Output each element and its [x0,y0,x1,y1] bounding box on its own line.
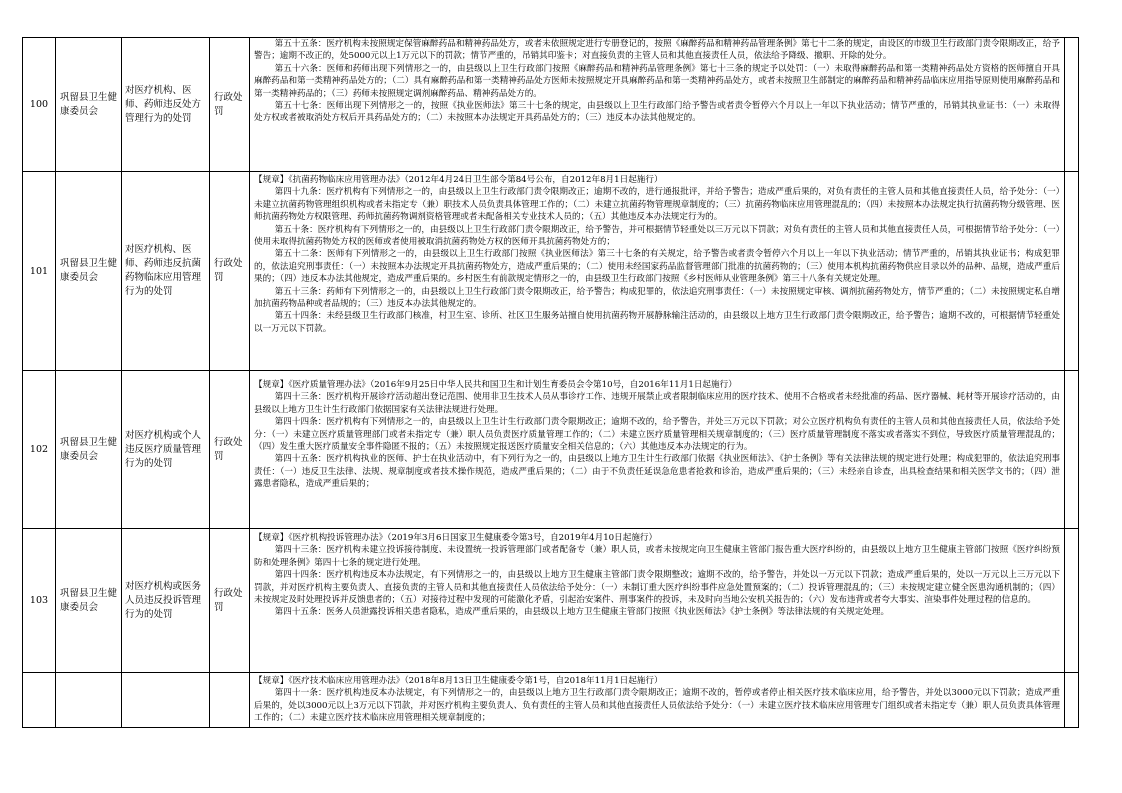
legal-basis [250,172,1065,371]
basis-paragraph: 第五十条：医疗机构有下列情形之一的，由县级以上卫生行政部门责令限期改正，给予警告，并可根据情节轻重处以三万元以下罚款；对负有责任的主管人员和其他直接责任人员，可根据情节给予处分：（一）使用未取得抗菌药物处方权的医师或者使用被取消抗菌药物处方权的医师开具抗菌药物处方的； [254,224,1060,248]
regulation-title: 【规章】《医疗技术临床应用管理办法》（2018年8月13日卫生健康委令第1号，自2018年11月1日起施行） [254,676,663,686]
penalty-item: 对医疗机构、医师、药师违反处方管理行为的处罚 [122,38,210,172]
blank-cell [1065,38,1079,172]
legal-basis [250,673,1065,728]
regulation-title: 【规章】《抗菌药物临床应用管理办法》（2012年4月24日卫生部令第84号公布，自2012年8月1日起施行） [254,175,663,185]
basis-paragraph: 第四十五条：医务人员泄露投诉相关患者隐私，造成严重后果的，由县级以上地方卫生健康主管部门按照《执业医师法》《护士条例》等法律法规的有关规定处理。 [274,607,890,618]
authority-name: 巩留县卫生健康委员会 [56,172,122,371]
blank-cell [1065,371,1079,529]
penalty-type [210,673,250,728]
regulation-title: 【规章】《医疗质量管理办法》（2016年9月25日中华人民共和国卫生和计划生育委员会令第10号，自2016年11月1日起施行） [254,380,737,390]
basis-paragraph: 第四十四条：医疗机构违反本办法规定，有下列情形之一的，由县级以上地方卫生健康主管部门责令限期整改；逾期不改的，给予警告，并处以一万元以下罚款；造成严重后果的，处以一万元以上三万元以下罚款，并对医疗机构主要负责人、直接负责的主管人员和其他直接责任人员依法给予处分：（一）未制订重大医疗纠纷事件应急处置预案的；（二）投诉管理混乱的；（三）未按规定建立健全医患沟通机制的；（四）未按规定及时处理投诉并反馈患者的；（五）对接待过程中发现的可能激化矛盾，引起治安案件、刑事案件的投诉，未及时向当地公安机关报告的；（六）发布违背或者夸大事实、渲染事件处理过程的信息的。 [254,570,1060,606]
authority-name: 巩留县卫生健康委员会 [56,38,122,172]
penalty-table [22,37,1078,728]
authority-name: 巩留县卫生健康委员会 [56,529,122,673]
penalty-item [122,673,210,728]
blank-cell [1065,529,1079,673]
table-row [23,38,1079,172]
basis-paragraph: 第五十二条：医师有下列情形之一的，由县级以上卫生行政部门按照《执业医师法》第三十七条的有关规定，给予警告或者责令暂停六个月以上一年以下执业活动；情节严重的，吊销其执业证书；构成犯罪的，依法追究刑事责任：（一）未按照本办法规定开具抗菌药物处方，造成严重后果的；（二）使用未经国家药品监督管理部门批准的抗菌药物的；（三）使用本机构抗菌药物供应目录以外的品种、品规，造成严重后果的；（四）违反本办法其他规定，造成严重后果的。乡村医生有前款规定情形之一的，由县级卫生行政部门按照《乡村医师从业管理条例》第三十八条有关规定处理。 [254,249,1060,285]
penalty-item: 对医疗机构或医务人员违反投诉管理行为的处罚 [122,529,210,673]
row-number: 100 [23,38,56,172]
basis-paragraph: 第四十四条：医疗机构有下列情形之一的，由县级以上卫生计生行政部门责令限期改正；逾期不改的，给予警告，并处三万元以下罚款；对公立医疗机构负有责任的主管人员和其他直接责任人员，依法给予处分：（一）未建立医疗质量管理部门或者未指定专（兼）职人员负责医疗质量管理工作的；（二）未建立医疗质量管理相关规章制度的；（三）医疗质量管理制度不落实或者落实不到位，导致医疗质量管理混乱的；（四）发生重大医疗质量安全事件隐匿不报的；（五）未按照规定报送医疗质量安全相关信息的；（六）其他违反本办法规定的行为。 [254,417,1060,453]
basis-paragraph: 第四十一条：医疗机构违反本办法规定，有下列情形之一的，由县级以上地方卫生行政部门责令限期改正；逾期不改的，暂停或者停止相关医疗技术临床应用，给予警告，并处以3000元以下罚款；造成严重后果的，处以3000元以上3万元以下罚款，并对医疗机构主要负责人、负有责任的主管人员和其他直接责任人员依法给予处分：（一）未建立医疗技术临床应用管理专门组织或者未指定专（兼）职人员负责具体管理工作的；（二）未建立医疗技术临床应用管理相关规章制度的； [254,688,1060,724]
penalty-item: 对医疗机构、医师、药师违反抗菌药物临床应用管理行为的处罚 [122,172,210,371]
basis-paragraph: 第五十五条：医疗机构未按照规定保管麻醉药品和精神药品处方，或者未依照规定进行专册登记的，按照《麻醉药品和精神药品管理条例》第七十二条的规定，由设区的市级卫生行政部门责令限期改正，给予警告；逾期不改正的，处5000元以上1万元以下的罚款；情节严重的，吊销其印鉴卡；对直接负责的主管人员和其他直接责任人员，依法给予降级、撤职、开除的处分。 [254,39,1060,62]
basis-paragraph: 第四十三条：医疗机构未建立投诉接待制度、未设置统一投诉管理部门或者配备专（兼）职人员，或者未按规定向卫生健康主管部门报告重大医疗纠纷的，由县级以上地方卫生健康主管部门按照《医疗纠纷预防和处理条例》第四十七条的规定进行处理。 [254,545,1060,568]
authority-name: 巩留县卫生健康委员会 [56,371,122,529]
regulation-title: 【规章】《医疗机构投诉管理办法》（2019年3月6日国家卫生健康委令第3号，自2019年4月10日起施行） [254,533,658,543]
row-number: 102 [23,371,56,529]
penalty-type: 行政处罚 [210,371,250,529]
basis-paragraph: 第五十七条：医师出现下列情形之一的，按照《执业医师法》第三十七条的规定，由县级以上卫生行政部门给予警告或者责令暂停六个月以上一年以下执业活动；情节严重的，吊销其执业证书：（一）未取得处方权或者被取消处方权后开具药品处方的；（二）未按照本办法规定开具药品处方的；（三）违反本办法其他规定的。 [254,101,1060,124]
penalty-type: 行政处罚 [210,38,250,172]
table-row [23,529,1079,673]
penalty-item: 对医疗机构或个人违反医疗质量管理行为的处罚 [122,371,210,529]
basis-paragraph: 第五十六条：医师和药师出现下列情形之一的，由县级以上卫生行政部门按照《麻醉药品和精神药品管理条例》第七十三条的规定予以处罚：（一）未取得麻醉药品和第一类精神药品处方资格的医师擅自开具麻醉药品和第一类精神药品处方的；（二）具有麻醉药品和第一类精神药品处方医师未按照规定开具麻醉药品和第一类精神药品处方，或者未按照卫生部制定的麻醉药品和精神药品临床应用指导原则使用麻醉药品和第一类精神药品的；（三）药师未按照规定调剂麻醉药品、精神药品处方的。 [254,63,1060,99]
basis-paragraph: 第五十四条：未经县级卫生行政部门核准，村卫生室、诊所、社区卫生服务站擅自使用抗菌药物开展静脉输注活动的，由县级以上地方卫生行政部门责令限期改正，给予警告；逾期不改的，可根据情节轻重处以一万元以下罚款。 [254,311,1060,334]
table-row [23,172,1079,371]
table-row [23,673,1079,728]
legal-basis [250,38,1065,172]
basis-paragraph: 第四十五条：医疗机构执业的医师、护士在执业活动中，有下列行为之一的，由县级以上地方卫生计生行政部门依据《执业医师法》、《护士条例》等有关法律法规的规定进行处理；构成犯罪的，依法追究刑事责任：（一）违反卫生法律、法规、规章制度或者技术操作规范，造成严重后果的；（二）由于不负责任延误急危患者抢救和诊治，造成严重后果的；（三）未经亲自诊查，出具检查结果和相关医学文书的；（四）泄露患者隐私，造成严重后果的； [254,454,1060,490]
basis-paragraph: 第五十三条：药师有下列情形之一的，由县级以上卫生行政部门责令限期改正，给予警告；构成犯罪的，依法追究刑事责任：（一）未按照规定审核、调剂抗菌药物处方，情节严重的；（二）未按照规定私自增加抗菌药物品种或者品规的；（三）违反本办法其他规定的。 [254,286,1060,310]
blank-cell [1065,172,1079,371]
legal-basis [250,529,1065,673]
row-number: 103 [23,529,56,673]
basis-paragraph: 第四十九条：医疗机构有下列情形之一的，由县级以上卫生行政部门责令限期改正；逾期不改的，进行通报批评，并给予警告；造成严重后果的，对负有责任的主管人员和其他直接责任人员，给予处分：（一）未建立抗菌药物管理组织机构或者未指定专（兼）职技术人员负责具体管理工作的；（二）未建立抗菌药物管理规章制度的；（三）抗菌药物临床应用管理混乱的；（四）未按照本办法规定执行抗菌药物分级管理、医师抗菌药物处方权限管理、药师抗菌药物调剂资格管理或者未配备相关专业技术人员的；（五）其他违反本办法规定行为的。 [254,187,1060,223]
table-row [23,371,1079,529]
basis-paragraph: 第四十三条：医疗机构开展诊疗活动超出登记范围、使用非卫生技术人员从事诊疗工作、违规开展禁止或者限制临床应用的医疗技术、使用不合格或者未经批准的药品、医疗器械、耗材等开展诊疗活动的，由县级以上地方卫生计生行政部门依据国家有关法律法规进行处理。 [254,392,1060,415]
authority-name [56,673,122,728]
penalty-grid [22,37,1079,728]
penalty-type: 行政处罚 [210,529,250,673]
blank-cell [1065,673,1079,728]
penalty-type: 行政处罚 [210,172,250,371]
row-number [23,673,56,728]
row-number: 101 [23,172,56,371]
legal-basis [250,371,1065,529]
